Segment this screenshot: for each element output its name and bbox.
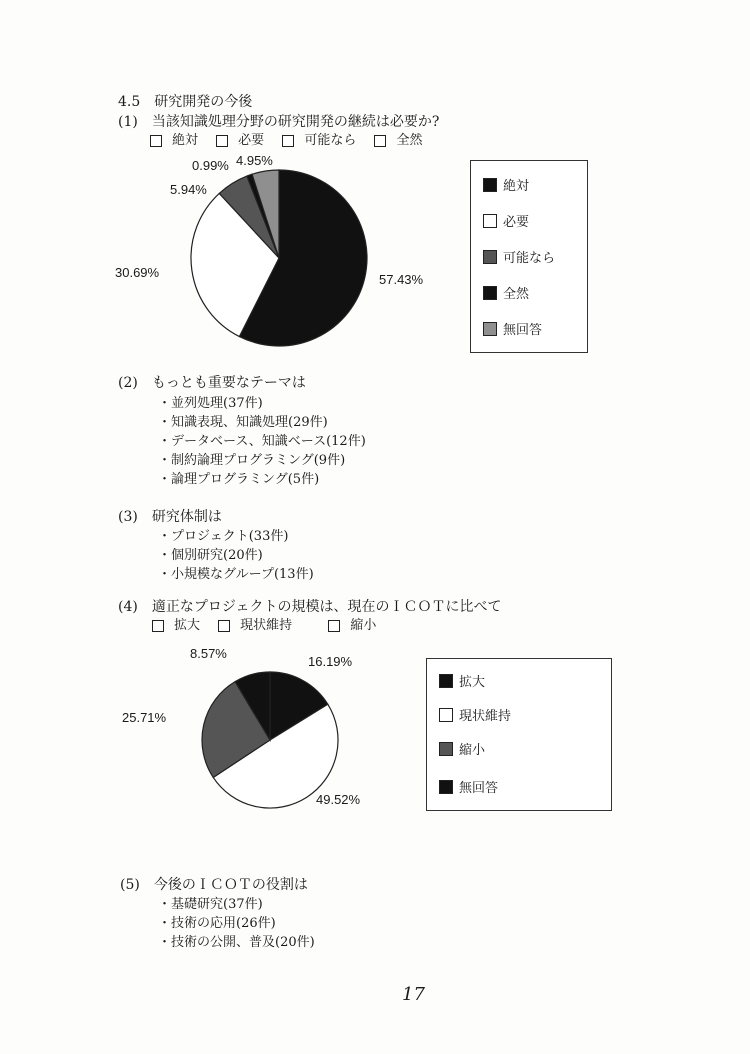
pie2-label-shukushou: 25.71% xyxy=(122,710,167,725)
legend-item: 可能なら xyxy=(483,247,555,266)
question-3-label: (3) 研究体制は xyxy=(118,509,222,525)
question-2-label: (2) もっとも重要なテーマは xyxy=(118,375,306,391)
q1-option-3: 可能なら xyxy=(282,132,356,149)
list-item: ・基礎研究(37件) xyxy=(158,897,263,912)
q4-option-1: 拡大 xyxy=(152,617,200,634)
legend-swatch xyxy=(439,780,453,794)
list-item: ・プロジェクト(33件) xyxy=(158,529,289,544)
legend-item: 全然 xyxy=(483,283,529,302)
pie1-label-hitsuyou: 30.69% xyxy=(115,265,160,280)
legend-item: 無回答 xyxy=(483,319,542,338)
legend-item: 無回答 xyxy=(439,777,498,796)
q4-option-3: 縮小 xyxy=(328,617,376,634)
question-5-label: (5) 今後のＩＣＯＴの役割は xyxy=(120,877,308,893)
legend-item: 絶対 xyxy=(483,175,529,194)
list-item: ・データベース、知識ベース(12件) xyxy=(158,434,366,449)
legend-item: 縮小 xyxy=(439,739,485,758)
list-item: ・技術の公開、普及(20件) xyxy=(158,935,315,950)
list-item: ・技術の応用(26件) xyxy=(158,916,276,931)
list-item: ・知識表現、知識処理(29件) xyxy=(158,415,328,430)
q4-option-2: 現状維持 xyxy=(218,617,292,634)
legend-swatch xyxy=(439,742,453,756)
list-item: ・小規模なグループ(13件) xyxy=(158,567,314,582)
page-number: 17 xyxy=(402,984,425,1005)
pie1-label-zenzen: 0.99% xyxy=(192,158,229,173)
legend-item: 拡大 xyxy=(439,671,485,690)
q1-option-1: 絶対 xyxy=(150,132,198,149)
legend-item: 現状維持 xyxy=(439,705,511,724)
question-1-label: (1) 当該知識処理分野の研究開発の継続は必要か? xyxy=(118,114,440,130)
list-item: ・個別研究(20件) xyxy=(158,548,263,563)
pie2-label-mukaitou: 8.57% xyxy=(190,646,227,661)
list-item: ・並列処理(37件) xyxy=(158,396,263,411)
pie2-label-kakudai: 16.19% xyxy=(308,654,353,669)
legend-swatch xyxy=(439,708,453,722)
list-item: ・論理プログラミング(5件) xyxy=(158,472,320,487)
pie2-legend xyxy=(426,658,612,811)
list-item: ・制約論理プログラミング(9件) xyxy=(158,453,346,468)
q1-option-2: 必要 xyxy=(216,132,264,149)
q1-option-4: 全然 xyxy=(374,132,422,149)
pie2-label-genjou: 49.52% xyxy=(316,792,361,807)
question-5-list xyxy=(158,895,315,952)
pie1-label-kanou: 5.94% xyxy=(170,182,207,197)
legend-swatch xyxy=(439,674,453,688)
question-4-label: (4) 適正なプロジェクトの規模は、現在のＩＣＯＴに比べて xyxy=(118,599,502,615)
pie1-label-mukaitou: 4.95% xyxy=(236,153,273,168)
legend-item: 必要 xyxy=(483,211,529,230)
pie1-label-zettai: 57.43% xyxy=(379,272,424,287)
section-title: 4.5 研究開発の今後 xyxy=(118,94,253,110)
